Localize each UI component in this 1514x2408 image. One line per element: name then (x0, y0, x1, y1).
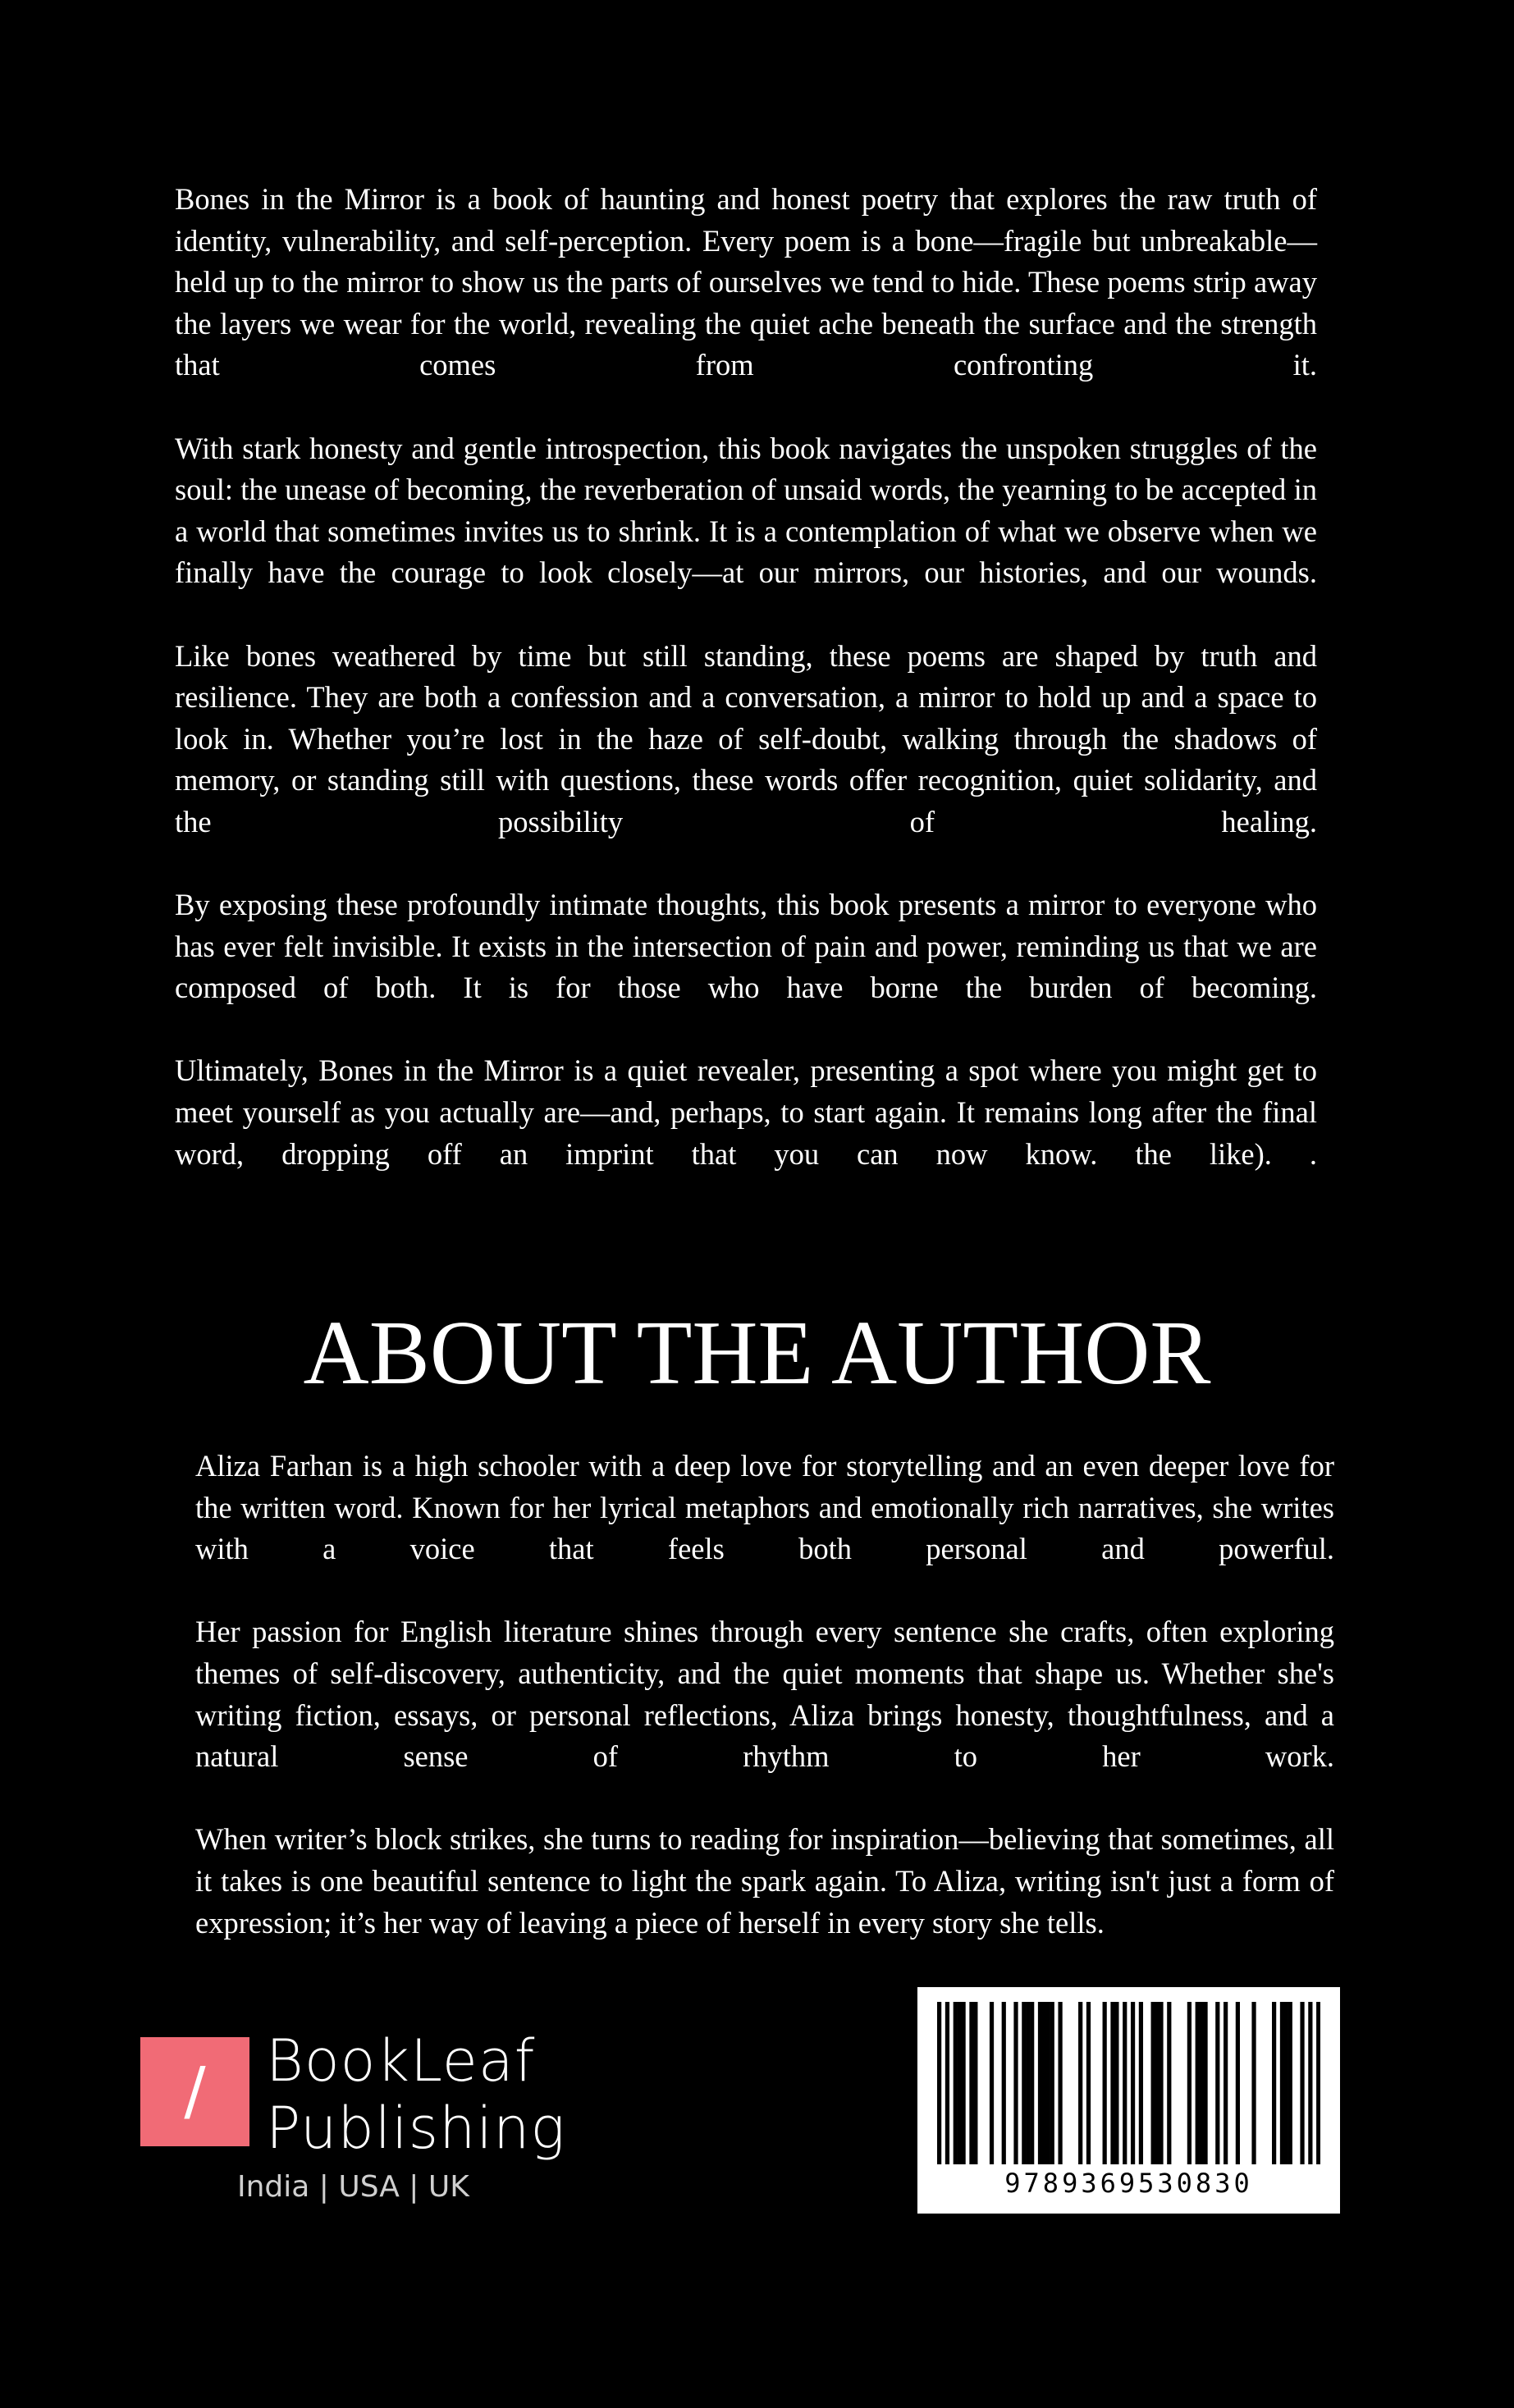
isbn-barcode (917, 1987, 1340, 2214)
barcode-bar (1139, 2002, 1143, 2164)
barcode-bar (1251, 2002, 1256, 2164)
barcode-bar (1284, 2002, 1288, 2164)
blurb-paragraph: Bones in the Mirror is a book of haunting and honest poetry that explores the raw truth of identity, vulnerability, and self-perception. Every poem is a bone—fragile but unbreakable—held up to the mirror to show us the parts of ourselves we tend to hide. These poems strip away the layers we wear for the world, revealing the quiet ache beneath the surface and the strength that comes from confronting it. (175, 182, 1317, 382)
barcode-bar (1110, 2002, 1114, 2164)
isbn-number: 9789369530830 (1004, 2168, 1253, 2199)
barcode-bar (1086, 2002, 1091, 2164)
blurb-paragraph: Ultimately, Bones in the Mirror is a quiet revealer, presenting a spot where you might get to meet yourself as you actually are—and, perhaps, to start again. It remains long after the final word, dropping off an imprint that you can now know. the like). . (175, 1053, 1317, 1171)
barcode-bar (1215, 2002, 1219, 2164)
author-paragraph: Her passion for English literature shines through every sentence she crafts, often exploring themes of self-discovery, authenticity, and the quiet moments that shape us. Whether she's writing fiction, essays, or personal reflections, Aliza brings honesty, thoughtfulness, and a natural sense of rhythm to her work. (195, 1615, 1334, 1774)
author-paragraph: When writer’s block strikes, she turns to reading for inspiration—believing that sometimes, all it takes is one beautiful sentence to light the spark again. To Aliza, writing isn't just a form of expression; it’s her way of leaving a piece of herself in every story she tells. (195, 1822, 1334, 1940)
barcode-bar (1123, 2002, 1127, 2164)
barcode-bar (1159, 2002, 1163, 2164)
blurb-paragraph: By exposing these profoundly intimate thoughts, this book presents a mirror to everyone who has ever felt invisible. It exists in the intersection of pain and power, reminding us that we are composed of both. It is for those who have borne the burden of becoming. (175, 888, 1317, 1005)
barcode-bar (945, 2002, 949, 2164)
barcode-bar (1058, 2002, 1062, 2164)
barcode-bar (1038, 2002, 1042, 2164)
barcode-bar (1196, 2002, 1200, 2164)
barcode-bar (1103, 2002, 1107, 2164)
barcode-bar (1200, 2002, 1204, 2164)
blurb-paragraph: With stark honesty and gentle introspection, this book navigates the unspoken struggles of the soul: the unease of becoming, the reverberation of unsaid words, the yearning to be accepted in a world that sometimes invites us to shrink. It is a contemplation of what we observe when we finally have the courage to look closely—at our mirrors, our histories, and our wounds. (175, 431, 1317, 590)
blurb-paragraph: Like bones weathered by time but still standing, these poems are shaped by truth and resilience. They are both a confession and a conversation, a mirror to hold up and a space to look in. Whether you’re lost in the haze of self-doubt, walking through the shadows of memory, or standing still with questions, these words offer recognition, quiet solidarity, and the possibility of healing. (175, 638, 1317, 838)
barcode-bar (1050, 2002, 1054, 2164)
author-bio (195, 1446, 1334, 1985)
barcode-bar (961, 2002, 965, 2164)
publisher-name-line2: Publishing (266, 2095, 566, 2162)
barcode-bar (1151, 2002, 1155, 2164)
barcode-bar (1280, 2002, 1284, 2164)
barcode-bar (1300, 2002, 1304, 2164)
barcode-bar (958, 2002, 962, 2164)
barcode-bar (969, 2002, 973, 2164)
barcode-bar (1308, 2002, 1312, 2164)
publisher-name-line1: BookLeaf (266, 2027, 536, 2095)
barcode-bar (954, 2002, 958, 2164)
about-author-heading: ABOUT THE AUTHOR (303, 1303, 1211, 1404)
barcode-bar (1030, 2002, 1034, 2164)
barcode-bar (1078, 2002, 1082, 2164)
back-cover-blurb (175, 179, 1317, 1217)
barcode-bar (973, 2002, 977, 2164)
barcode-bar (937, 2002, 941, 2164)
barcode-bar (1026, 2002, 1030, 2164)
barcode-bar (1187, 2002, 1192, 2164)
barcode-bar (1022, 2002, 1026, 2164)
barcode-bar (990, 2002, 994, 2164)
barcode-bar (1224, 2002, 1228, 2164)
publisher-locations: India | USA | UK (237, 2170, 469, 2204)
barcode-bar (1167, 2002, 1171, 2164)
barcode-bar (1272, 2002, 1276, 2164)
slash-icon: / (184, 2054, 206, 2128)
author-paragraph: Aliza Farhan is a high schooler with a deep love for storytelling and an even deeper love for the written word. Known for her lyrical metaphors and emotionally rich narratives, she writes with a voice that feels both personal and powerful. (195, 1449, 1334, 1566)
barcode-bar (1131, 2002, 1135, 2164)
barcode-bar (1114, 2002, 1118, 2164)
barcode-bar (1316, 2002, 1320, 2164)
publisher-name (266, 2027, 565, 2162)
barcode-bar (1155, 2002, 1159, 2164)
barcode-bar (1042, 2002, 1046, 2164)
barcode-icon (937, 2002, 1320, 2164)
barcode-bar (1288, 2002, 1292, 2164)
barcode-bar (1002, 2002, 1006, 2164)
barcode-bar (1236, 2002, 1240, 2164)
barcode-bar (1203, 2002, 1207, 2164)
barcode-bar (1013, 2002, 1018, 2164)
barcode-bar (1046, 2002, 1050, 2164)
